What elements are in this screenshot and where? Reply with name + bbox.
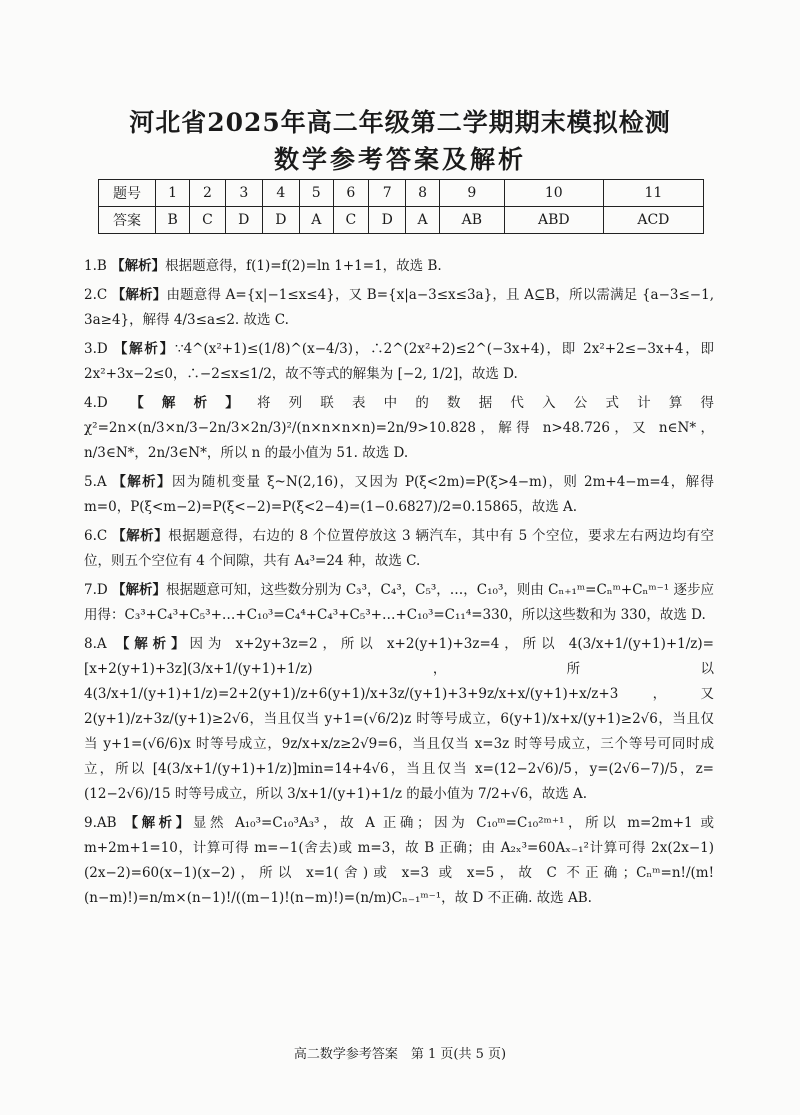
solution-text: 由题意得 A={x|−1≤x≤4}，又 B={x|a−3≤x≤3a}，且 A⊆B，所以需满足 {a−3≤−1, 3a≥4}，解得 4/3≤a≤2. 故选 C. <box>84 287 714 328</box>
number-cell: 3 <box>225 180 262 207</box>
page-footer: 高二数学参考答案 第 1 页(共 5 页) <box>293 1047 507 1062</box>
solution-number: 9.AB <box>84 815 117 831</box>
answer-table-answer-row <box>99 207 704 234</box>
number-cell: 10 <box>504 180 603 207</box>
answer-header-cell: 答案 <box>99 207 156 234</box>
answer-cell: AB <box>439 207 504 234</box>
number-cell: 11 <box>603 180 703 207</box>
solution-item <box>84 524 714 574</box>
solution-item <box>84 470 714 520</box>
number-cell: 9 <box>439 180 504 207</box>
answer-cell: B <box>156 207 190 234</box>
solution-item <box>84 811 714 911</box>
number-cell: 4 <box>262 180 299 207</box>
answer-cell: D <box>262 207 299 234</box>
solution-number: 3.D <box>84 341 108 357</box>
solution-item <box>84 632 714 807</box>
solution-text: 将列联表中的数据代入公式计算得 χ²=2n×(n/3×n/3−2n/3×2n/3)²/(n×n×n×n)=2n/9>10.828，解得 n>48.726，又 n∈N*，n/3∈N*，2n/3∈N*，所以 n 的最小值为 51. 故选 D. <box>84 395 715 461</box>
solution-text: 因为 x+2y+3z=2，所以 x+2(y+1)+3z=4，所以 4(3/x+1/(y+1)+1/z)=[x+2(y+1)+3z](3/x+1/(y+1)+1/z)，所以 4(3/x+1/(y+1)+1/z)=2+2(y+1)/z+6(y+1)/x+3z/(y+1)+3+9z/x+x/(y+1)+x/z+3，又 2(y+1)/z+3z/(y+1)≥2√6，当且仅当 y+1=(√6/2)z 时等号成立，6(y+1)/x+x/(y+1)≥2√6，当且仅当 y+1=(√6/6)x 时等号成立，9z/x+x/z≥2√9=6，当且仅当 x=3z 时等号成立，三个等号可同时成立，所以 [4(3/x+1/(y+1)+1/z)]min=14+4√6，当且仅当 x=(12−2√6)/5，y=(2√6−7)/5，z=(12−2√6)/15 时等号成立，所以 3/x+1/(y+1)+1/z 的最小值为 7/2+√6，故选 A. <box>84 636 714 802</box>
analysis-tag: 【解析】 <box>112 474 172 490</box>
analysis-tag: 【解析】 <box>124 815 193 831</box>
solution-item <box>84 391 714 466</box>
solution-item <box>84 337 714 387</box>
solution-text: 根据题意得，f(1)=f(2)=ln 1+1=1，故选 B. <box>165 258 442 274</box>
solution-item <box>84 283 714 333</box>
answer-cell: ACD <box>603 207 703 234</box>
solution-text: 根据题意得，右边的 8 个位置停放这 3 辆汽车，其中有 5 个空位，要求左右两边均有空位，则五个空位有 4 个间隙，共有 A₄³=24 种，故选 C. <box>84 528 715 569</box>
solution-number: 2.C <box>84 287 108 303</box>
solution-item <box>84 578 714 628</box>
page-subtitle: 数学参考答案及解析 <box>273 145 526 174</box>
solution-number: 5.A <box>84 474 107 490</box>
analysis-tag: 【解析】 <box>111 258 166 274</box>
answer-cell: D <box>369 207 406 234</box>
answer-table <box>98 179 704 234</box>
analysis-tag: 【解析】 <box>115 636 190 652</box>
analysis-tag: 【解析】 <box>111 287 167 303</box>
solutions-list <box>84 254 714 915</box>
number-cell: 7 <box>369 180 406 207</box>
number-cell: 6 <box>333 180 369 207</box>
solution-number: 8.A <box>84 636 107 652</box>
answer-cell: A <box>299 207 333 234</box>
answer-cell: D <box>225 207 262 234</box>
solution-number: 4.D <box>84 395 108 411</box>
solution-text: ∵4^(x²+1)≤(1/8)^(x−4/3)，∴2^(2x²+2)≤2^(−3x+4)，即 2x²+2≤−3x+4，即 2x²+3x−2≤0，∴−2≤x≤1/2，故不等式的解集为 [−2, 1/2]，故选 D. <box>84 341 715 382</box>
analysis-tag: 【解析】 <box>112 582 167 598</box>
number-cell: 5 <box>299 180 333 207</box>
solution-text: 根据题意可知，这些数分别为 C₃³，C₄³，C₅³，…，C₁₀³，则由 Cₙ₊₁ᵐ=Cₙᵐ+Cₙᵐ⁻¹ 逐步应用得：C₃³+C₄³+C₅³+…+C₁₀³=C₄⁴+C₄³+C₅³+…+C₁₀³=C₁₁⁴=330，所以这些数和为 330，故选 D. <box>84 582 715 623</box>
number-cell: 8 <box>406 180 440 207</box>
solution-text: 因为随机变量 ξ~N(2,16)，又因为 P(ξ<2m)=P(ξ>4−m)，则 2m+4−m=4，解得 m=0，P(ξ<m−2)=P(ξ<−2)=P(ξ<2−4)=(1−0.6827)/2=0.15865，故选 A. <box>84 474 715 515</box>
analysis-tag: 【解析】 <box>130 395 257 411</box>
answer-cell: A <box>406 207 440 234</box>
answer-cell: C <box>333 207 369 234</box>
solution-item <box>84 254 714 279</box>
answer-cell: C <box>190 207 226 234</box>
solution-number: 7.D <box>84 582 108 598</box>
number-header-cell: 题号 <box>99 180 156 207</box>
page-title: 河北省2025年高二年级第二学期期末模拟检测 <box>129 108 671 137</box>
solution-number: 6.C <box>84 528 108 544</box>
analysis-tag: 【解析】 <box>113 341 175 357</box>
answer-table-number-row <box>99 180 704 207</box>
solution-text: 显然 A₁₀³=C₁₀³A₃³，故 A 正确；因为 C₁₀ᵐ=C₁₀²ᵐ⁺¹，所以 m=2m+1 或 m+2m+1=10，计算可得 m=−1(舍去)或 m=3，故 B 正确；由 A₂ₓ³=60Aₓ₋₁²计算可得 2x(2x−1)(2x−2)=60(x−1)(x−2)，所以 x=1(舍)或 x=3 或 x=5，故 C 不正确；Cₙᵐ=n!/(m!(n−m)!)=n/m×(n−1)!/((m−1)!(n−m)!)=(n/m)Cₙ₋₁ᵐ⁻¹，故 D 不正确. 故选 AB. <box>84 815 715 906</box>
analysis-tag: 【解析】 <box>112 528 169 544</box>
solution-number: 1.B <box>84 258 107 274</box>
answer-cell: ABD <box>504 207 603 234</box>
number-cell: 2 <box>190 180 226 207</box>
number-cell: 1 <box>156 180 190 207</box>
